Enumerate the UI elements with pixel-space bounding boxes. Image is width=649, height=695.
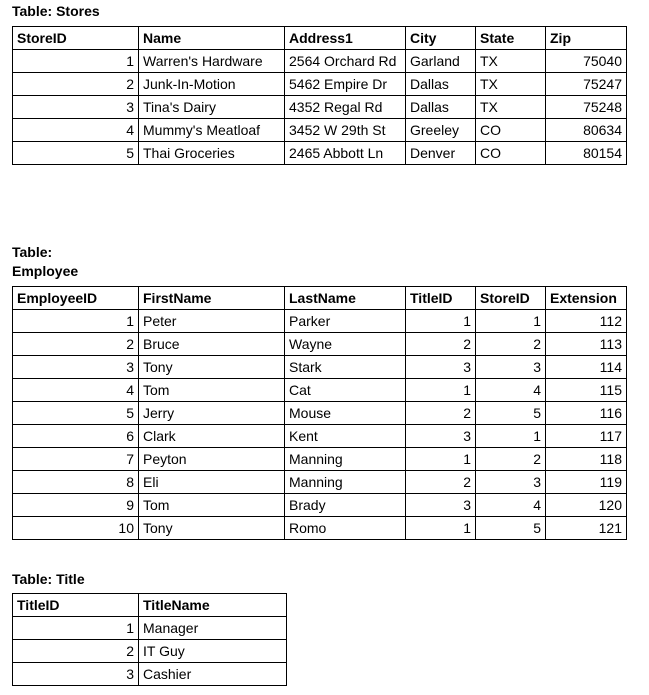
table-row <box>13 333 627 356</box>
employee-header-cell: LastName <box>285 287 406 310</box>
employee-cell: 2 <box>406 333 476 356</box>
employee-cell: Manning <box>285 448 406 471</box>
employee-cell: 5 <box>476 517 546 540</box>
employee-cell: Bruce <box>139 333 285 356</box>
stores-header-cell: Address1 <box>285 27 406 50</box>
title-cell: IT Guy <box>139 640 287 663</box>
table-row <box>13 379 627 402</box>
stores-cell: Warren's Hardware <box>139 50 285 73</box>
employee-cell: 2 <box>406 471 476 494</box>
stores-cell: 2564 Orchard Rd <box>285 50 406 73</box>
employee-caption-line1: Table: <box>12 244 53 260</box>
employee-header-cell: FirstName <box>139 287 285 310</box>
stores-cell: TX <box>476 96 546 119</box>
title-cell: 3 <box>13 663 139 686</box>
employee-cell: Kent <box>285 425 406 448</box>
employee-cell: 6 <box>13 425 139 448</box>
employee-cell: 4 <box>476 494 546 517</box>
stores-header-cell: City <box>406 27 476 50</box>
employee-cell: 3 <box>476 356 546 379</box>
table-row <box>13 617 287 640</box>
employee-cell: Tom <box>139 379 285 402</box>
employee-cell: 5 <box>476 402 546 425</box>
employee-cell: 113 <box>546 333 627 356</box>
employee-cell: 3 <box>406 494 476 517</box>
employee-header-cell: Extension <box>546 287 627 310</box>
title-cell: 2 <box>13 640 139 663</box>
stores-header-cell: Name <box>139 27 285 50</box>
employee-cell: 1 <box>476 425 546 448</box>
employee-cell: Parker <box>285 310 406 333</box>
stores-cell: 75040 <box>546 50 627 73</box>
employee-cell: 1 <box>406 517 476 540</box>
employee-cell: 9 <box>13 494 139 517</box>
employee-cell: 2 <box>476 333 546 356</box>
employee-cell: 8 <box>13 471 139 494</box>
stores-cell: Denver <box>406 142 476 165</box>
stores-cell: 5462 Empire Dr <box>285 73 406 96</box>
employee-cell: 118 <box>546 448 627 471</box>
employee-cell: Tony <box>139 356 285 379</box>
table-row <box>13 425 627 448</box>
employee-cell: 1 <box>406 310 476 333</box>
stores-cell: Greeley <box>406 119 476 142</box>
employee-header-cell: EmployeeID <box>13 287 139 310</box>
employee-cell: Tom <box>139 494 285 517</box>
title-header-row <box>13 594 287 617</box>
stores-header-cell: State <box>476 27 546 50</box>
stores-header-row <box>13 27 627 50</box>
table-row <box>13 494 627 517</box>
employee-cell: 1 <box>476 310 546 333</box>
employee-caption-line2: Employee <box>12 263 79 279</box>
employee-cell: Jerry <box>139 402 285 425</box>
stores-cell: Mummy's Meatloaf <box>139 119 285 142</box>
employee-cell: Cat <box>285 379 406 402</box>
employee-cell: Peter <box>139 310 285 333</box>
stores-cell: 75248 <box>546 96 627 119</box>
employee-cell: 120 <box>546 494 627 517</box>
table-row <box>13 96 627 119</box>
stores-header-cell: Zip <box>546 27 627 50</box>
table-row <box>13 448 627 471</box>
employee-cell: 112 <box>546 310 627 333</box>
stores-cell: 5 <box>13 142 139 165</box>
employee-caption <box>12 243 78 281</box>
stores-cell: TX <box>476 73 546 96</box>
stores-cell: 2 <box>13 73 139 96</box>
employee-cell: 3 <box>13 356 139 379</box>
stores-cell: 4 <box>13 119 139 142</box>
title-cell: Cashier <box>139 663 287 686</box>
table-row <box>13 119 627 142</box>
stores-cell: Dallas <box>406 96 476 119</box>
employee-cell: 2 <box>13 333 139 356</box>
employee-cell: 4 <box>476 379 546 402</box>
table-row <box>13 50 627 73</box>
table-row <box>13 517 627 540</box>
employee-cell: 4 <box>13 379 139 402</box>
employee-cell: 2 <box>476 448 546 471</box>
employee-cell: 119 <box>546 471 627 494</box>
stores-cell: 4352 Regal Rd <box>285 96 406 119</box>
employee-cell: Romo <box>285 517 406 540</box>
stores-caption: Table: Stores <box>12 3 100 19</box>
employee-cell: 116 <box>546 402 627 425</box>
stores-table <box>12 26 627 165</box>
employee-cell: 7 <box>13 448 139 471</box>
stores-cell: 3 <box>13 96 139 119</box>
employee-table <box>12 286 627 540</box>
table-row <box>13 402 627 425</box>
stores-cell: Thai Groceries <box>139 142 285 165</box>
stores-cell: 3452 W 29th St <box>285 119 406 142</box>
employee-cell: 115 <box>546 379 627 402</box>
title-cell: Manager <box>139 617 287 640</box>
stores-cell: Junk-In-Motion <box>139 73 285 96</box>
employee-cell: Manning <box>285 471 406 494</box>
title-table <box>12 593 287 686</box>
stores-cell: 80154 <box>546 142 627 165</box>
employee-cell: 114 <box>546 356 627 379</box>
stores-header-cell: StoreID <box>13 27 139 50</box>
table-row <box>13 471 627 494</box>
employee-cell: Tony <box>139 517 285 540</box>
stores-cell: CO <box>476 142 546 165</box>
employee-header-row <box>13 287 627 310</box>
stores-cell: Dallas <box>406 73 476 96</box>
employee-cell: Peyton <box>139 448 285 471</box>
employee-cell: 1 <box>406 379 476 402</box>
table-row <box>13 356 627 379</box>
employee-cell: 10 <box>13 517 139 540</box>
stores-cell: TX <box>476 50 546 73</box>
title-cell: 1 <box>13 617 139 640</box>
stores-cell: 80634 <box>546 119 627 142</box>
employee-cell: 3 <box>406 425 476 448</box>
employee-cell: Wayne <box>285 333 406 356</box>
stores-cell: 2465 Abbott Ln <box>285 142 406 165</box>
table-row <box>13 310 627 333</box>
employee-cell: 1 <box>406 448 476 471</box>
employee-cell: 3 <box>406 356 476 379</box>
employee-cell: Eli <box>139 471 285 494</box>
table-row <box>13 142 627 165</box>
table-row <box>13 640 287 663</box>
table-row <box>13 663 287 686</box>
employee-cell: 121 <box>546 517 627 540</box>
employee-header-cell: StoreID <box>476 287 546 310</box>
employee-cell: Brady <box>285 494 406 517</box>
stores-cell: 1 <box>13 50 139 73</box>
employee-cell: 5 <box>13 402 139 425</box>
employee-cell: 2 <box>406 402 476 425</box>
employee-cell: 3 <box>476 471 546 494</box>
title-caption: Table: Title <box>12 571 85 587</box>
employee-header-cell: TitleID <box>406 287 476 310</box>
employee-cell: 1 <box>13 310 139 333</box>
employee-cell: 117 <box>546 425 627 448</box>
stores-cell: CO <box>476 119 546 142</box>
table-row <box>13 73 627 96</box>
title-header-cell: TitleID <box>13 594 139 617</box>
stores-cell: 75247 <box>546 73 627 96</box>
employee-cell: Stark <box>285 356 406 379</box>
employee-cell: Clark <box>139 425 285 448</box>
stores-cell: Garland <box>406 50 476 73</box>
employee-cell: Mouse <box>285 402 406 425</box>
stores-cell: Tina's Dairy <box>139 96 285 119</box>
title-header-cell: TitleName <box>139 594 287 617</box>
